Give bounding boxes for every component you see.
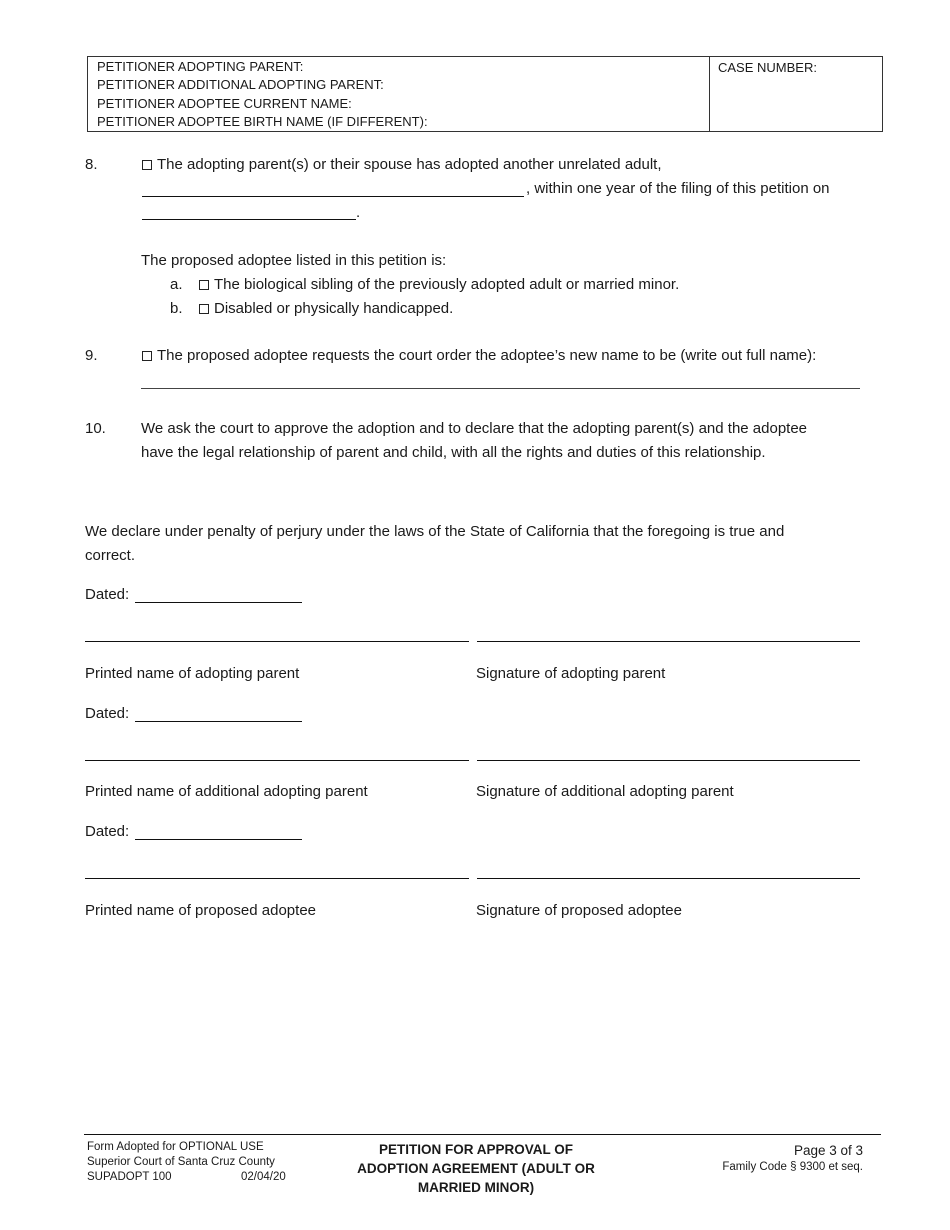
footer-form-id: SUPADOPT 100 (87, 1171, 172, 1183)
item-8-option-a (199, 273, 679, 297)
dated-line[interactable] (135, 721, 302, 722)
item-8-adoptee-name-line[interactable] (142, 196, 524, 197)
printed-name-line[interactable] (85, 878, 469, 879)
item-8-line3-period: . (356, 204, 361, 221)
footer-form-title (326, 1140, 626, 1197)
item-8-option-b-checkbox[interactable] (199, 304, 209, 314)
printed-name-label: Printed name of proposed adoptee (85, 902, 316, 919)
declaration-line1: We declare under penalty of perjury under the laws of the State of California that the foregoing is true and (85, 523, 785, 540)
printed-name-label: Printed name of adopting parent (85, 665, 300, 682)
footer-left (87, 1140, 286, 1185)
item-8-text: The adopting parent(s) or their spouse has adopted another unrelated adult, (157, 156, 662, 173)
item-8-option-b-letter: b. (170, 300, 183, 317)
signature-line[interactable] (477, 641, 860, 642)
item-9-number: 9. (85, 347, 98, 364)
printed-name-line[interactable] (85, 641, 469, 642)
item-9-checkbox[interactable] (142, 351, 152, 361)
petitioner-adoptee-birth-name-label: PETITIONER ADOPTEE BIRTH NAME (IF DIFFERENT): (97, 114, 428, 130)
dated-label: Dated: (85, 705, 130, 722)
family-code-citation: Family Code § 9300 et seq. (722, 1161, 863, 1173)
item-9-text: The proposed adoptee requests the court order the adoptee’s new name to be (write out full name): (157, 347, 817, 364)
case-number-label: CASE NUMBER: (718, 60, 817, 75)
item-10-line2: have the legal relationship of parent and child, with all the rights and duties of this relationship. (141, 444, 766, 461)
item-8-line2-text: , within one year of the filing of this petition on (526, 180, 830, 197)
declaration-line2: correct. (85, 547, 136, 564)
item-10-line1: We ask the court to approve the adoption and to declare that the adopting parent(s) and the adoptee (141, 420, 808, 437)
printed-name-line[interactable] (85, 760, 469, 761)
dated-label: Dated: (85, 823, 130, 840)
caption-box (87, 56, 883, 132)
petitioner-adopting-parent-label: PETITIONER ADOPTING PARENT: (97, 59, 304, 74)
item-8-option-b (199, 297, 453, 321)
footer-court-text: Superior Court of Santa Cruz County (87, 1156, 275, 1168)
petitioner-adoptee-current-name-label: PETITIONER ADOPTEE CURRENT NAME: (97, 95, 352, 111)
item-8-option-b-text: Disabled or physically handicapped. (214, 300, 454, 317)
item-8-option-a-checkbox[interactable] (199, 280, 209, 290)
item-8-option-a-text: The biological sibling of the previously adopted adult or married minor. (214, 276, 680, 293)
dated-line[interactable] (135, 602, 302, 603)
footer-title-line2: ADOPTION AGREEMENT (ADULT OR (357, 1161, 595, 1176)
footer-title-line1: PETITION FOR APPROVAL OF (378, 1142, 573, 1157)
signature-label: Signature of additional adopting parent (476, 783, 734, 800)
dated-line[interactable] (135, 839, 302, 840)
footer-title-line3: MARRIED MINOR) (417, 1180, 535, 1195)
signature-line[interactable] (477, 878, 860, 879)
footer-rule (84, 1134, 881, 1135)
item-8-option-a-letter: a. (170, 276, 183, 293)
page-number: Page 3 of 3 (793, 1143, 863, 1158)
petitioner-additional-parent-label: PETITIONER ADDITIONAL ADOPTING PARENT: (97, 77, 384, 93)
dated-label: Dated: (85, 586, 130, 603)
item-8-number: 8. (85, 156, 98, 173)
footer-form-id-row (87, 1170, 286, 1185)
item-8-line1 (142, 153, 662, 177)
item-8-checkbox[interactable] (142, 160, 152, 170)
footer-right (722, 1141, 863, 1175)
item-8-intro: The proposed adoptee listed in this petition is: (141, 252, 447, 269)
petitioner-names-cell (88, 57, 710, 131)
item-10-number: 10. (85, 420, 106, 437)
item-9-new-name-line[interactable] (141, 388, 860, 389)
printed-name-label: Printed name of additional adopting parent (85, 783, 368, 800)
item-8-filing-date-line[interactable] (142, 219, 356, 220)
signature-label: Signature of proposed adoptee (476, 902, 682, 919)
footer-form-date: 02/04/20 (241, 1171, 286, 1183)
signature-label: Signature of adopting parent (476, 665, 666, 682)
item-9-line (142, 344, 816, 368)
footer-adopted-text: Form Adopted for OPTIONAL USE (87, 1141, 264, 1153)
signature-line[interactable] (477, 760, 860, 761)
